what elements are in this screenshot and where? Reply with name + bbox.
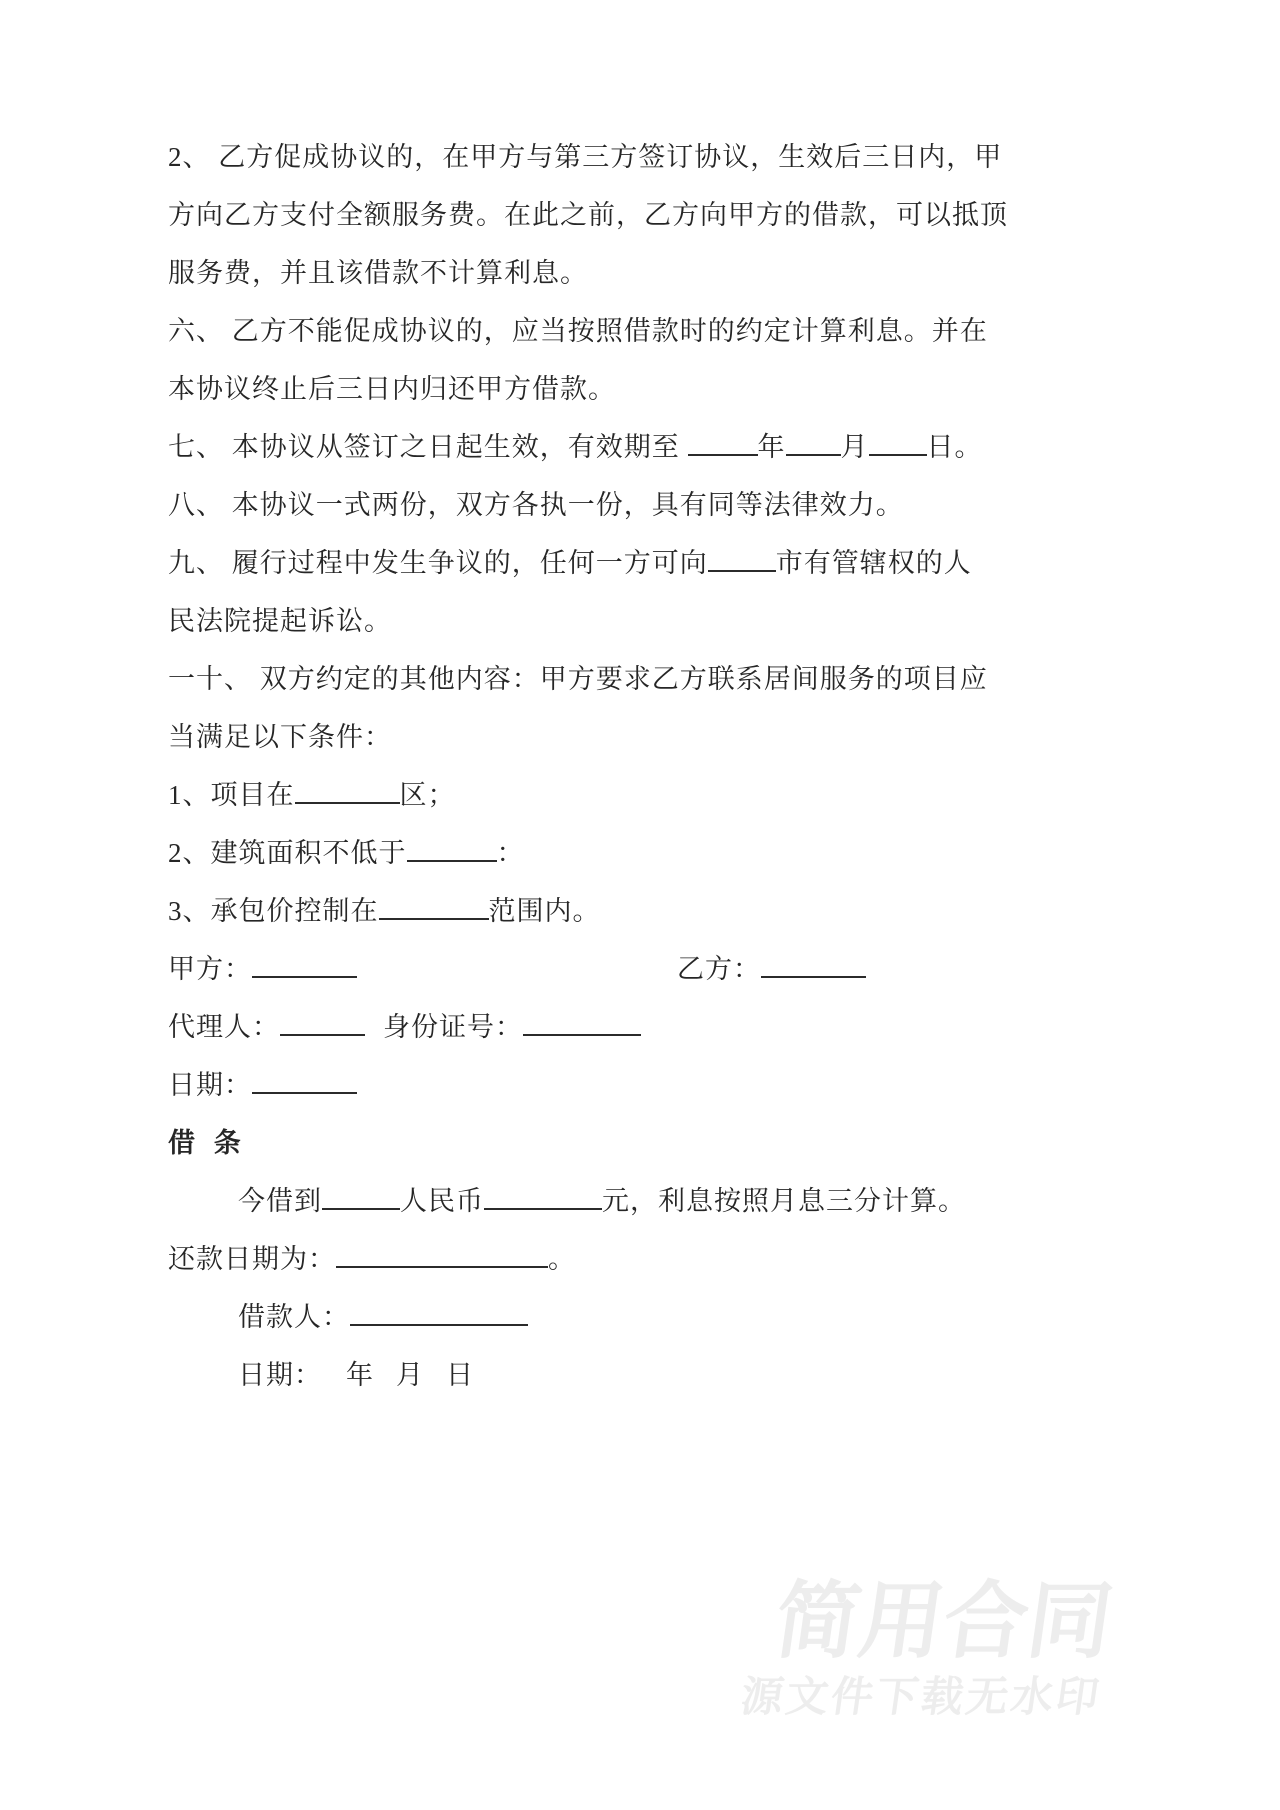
document-line [168,592,1028,650]
text-run: 九、 履行过程中发生争议的，任何一方可向 [168,548,708,578]
text-run: 日 [446,1360,474,1390]
text-run: 借 条 [168,1128,247,1158]
text-run: 月 [396,1360,424,1390]
document-line [168,360,1028,418]
horizontal-space [374,1383,396,1384]
text-run: 年 [757,432,786,462]
text-run: 。 [548,1244,576,1274]
fill-in-blank [786,427,841,456]
document-line [168,1172,1028,1230]
document-line [168,766,1028,824]
text-run: 八、 本协议一式两份，双方各执一份，具有同等法律效力。 [168,490,904,520]
text-run: 人民币 [400,1186,484,1216]
horizontal-space [424,1383,446,1384]
text-run: 本协议终止后三日内归还甲方借款。 [168,374,616,404]
fill-in-blank [336,1239,548,1268]
fill-in-blank [407,833,497,862]
text-run: 当满足以下条件： [168,722,392,752]
watermark-subtitle: 源文件下载无水印 [738,1673,1105,1720]
document-body [168,128,1028,1404]
document-line [168,1056,1028,1114]
text-run: 今借到 [238,1186,322,1216]
text-run: 民法院提起诉讼。 [168,606,392,636]
text-run: ： [496,838,525,868]
fill-in-blank [322,1181,400,1210]
text-run: 方向乙方支付全额服务费。在此之前，乙方向甲方的借款，可以抵顶 [168,200,1008,230]
document-line [168,1114,1028,1172]
document-line [168,1346,1028,1404]
document-line [168,998,1028,1056]
horizontal-space [365,1035,383,1036]
document-line [168,418,1028,476]
text-run: 年 [346,1360,374,1390]
text-run: 范围内。 [488,896,601,926]
text-run: 区； [399,780,456,810]
document-line [168,824,1028,882]
document-line [168,244,1028,302]
text-run: 一十、 双方约定的其他内容：甲方要求乙方联系居间服务的项目应 [168,664,988,694]
fill-in-blank [379,891,489,920]
document-line [168,128,1028,186]
horizontal-space [357,977,677,978]
text-run: 代理人： [168,1012,280,1042]
text-run: 市有管辖权的人 [775,548,972,578]
text-run: 甲方： [168,954,252,984]
document-line [168,186,1028,244]
text-run: 2、 乙方促成协议的，在甲方与第三方签订协议，生效后三日内，甲 [168,142,1003,172]
text-run: 日。 [926,432,983,462]
text-run: 元，利息按照月息三分计算。 [602,1186,966,1216]
fill-in-blank [280,1007,365,1036]
text-run: 身份证号： [383,1012,523,1042]
watermark [738,1575,1119,1723]
text-run: 七、 本协议从签订之日起生效，有效期至 [168,432,688,462]
fill-in-blank [252,949,357,978]
fill-in-blank [688,427,758,456]
text-run: 服务费，并且该借款不计算利息。 [168,258,588,288]
document-line [168,302,1028,360]
document-line [168,534,1028,592]
text-run: 六、 乙方不能促成协议的，应当按照借款时的约定计算利息。并在 [168,316,988,346]
text-run: 借款人： [238,1302,350,1332]
fill-in-blank [523,1007,641,1036]
text-run: 3、承包价控制在 [168,896,379,926]
fill-in-blank [869,427,927,456]
horizontal-space [322,1383,346,1384]
fill-in-blank [761,949,866,978]
text-run: 日期： [168,1070,252,1100]
fill-in-blank [484,1181,602,1210]
text-run: 乙方： [677,954,761,984]
document-line [168,708,1028,766]
text-run: 还款日期为： [168,1244,336,1274]
document-line [168,1230,1028,1288]
text-run: 2、建筑面积不低于 [168,838,407,868]
document-line [168,1288,1028,1346]
watermark-title: 简用合同 [769,1574,1119,1668]
text-run: 日期： [238,1360,322,1390]
text-run: 月 [840,432,869,462]
fill-in-blank [708,543,776,572]
fill-in-blank [350,1297,528,1326]
fill-in-blank [295,775,400,804]
text-run: 1、项目在 [168,780,295,810]
document-line [168,476,1028,534]
document-line [168,940,1028,998]
document-line [168,882,1028,940]
fill-in-blank [252,1065,357,1094]
document-line [168,650,1028,708]
